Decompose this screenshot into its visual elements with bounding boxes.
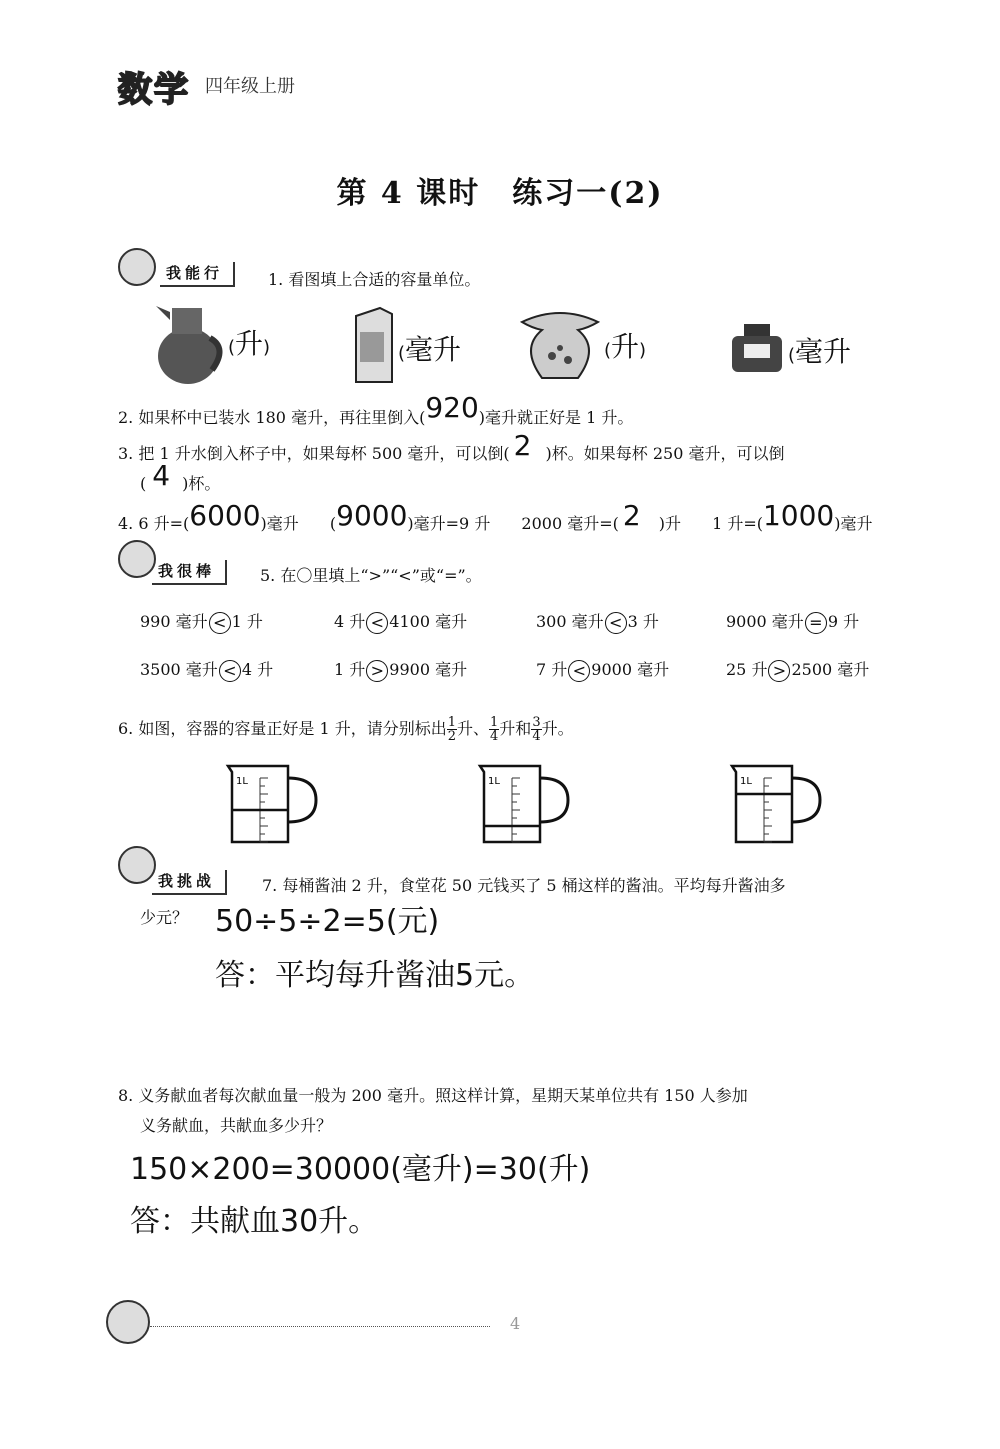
section-badge-3: 我挑战 [152,870,227,895]
q4-answer-1: 6000 [189,499,261,532]
comparison-item: 990 毫升 < 1 升 [140,612,263,632]
q4-answer-4: 1000 [762,499,835,532]
kettle-icon [152,298,228,386]
measuring-cup [474,760,574,846]
comparison-item: 25 升 > 2500 毫升 [726,660,870,680]
comparison-operator: = [805,612,827,634]
measuring-cup [726,760,826,846]
fraction-quarter: $\frac{1}{4}$ [490,715,499,744]
comparison-item: 9000 毫升 = 9 升 [726,612,860,632]
q8-work: 150×200=30000(毫升)=30(升) [130,1152,591,1187]
q4-answer-3: 2 [622,499,641,532]
cup-handle [288,778,316,822]
cup-label: 1L [740,776,752,787]
q7-answer: 答：平均每升酱油5元。 [215,958,535,993]
mascot-icon [118,248,156,286]
page-number: 4 [510,1314,521,1333]
milk-carton-icon [350,302,396,386]
comparison-item: 1 升 > 9900 毫升 [334,660,468,680]
mascot-icon [118,540,156,578]
section-badge-1: 我能行 [160,262,235,287]
comparison-item: 3500 毫升 < 4 升 [140,660,274,680]
fraction-three-quarters: $\frac{3}{4}$ [532,715,541,744]
question-8-line-2: 义务献血，共献血多少升？ [140,1116,333,1135]
question-3-line-2: ( 4 )杯。 [140,459,221,493]
comparison-operator: < [568,660,590,682]
grade-label: 四年级上册 [205,76,295,97]
comparison-operator: < [209,612,231,634]
q8-answer: 答：共献血30升。 [130,1204,379,1239]
measuring-cup [222,760,322,846]
comparison-item: 7 升 < 9000 毫升 [536,660,670,680]
q4-answer-2: 9000 [336,499,408,532]
cup-label: 1L [236,776,248,787]
comparison-operator: < [219,660,241,682]
comparison-operator: > [768,660,790,682]
question-1-text: 1. 看图填上合适的容量单位。 [268,270,481,289]
comparison-operator: > [366,660,388,682]
bowl-icon [518,308,602,388]
q3-answer-2: 4 [152,459,171,492]
footer-mascot-icon [106,1300,150,1344]
q7-work: 50÷5÷2=5(元) [215,904,440,939]
footer-rule [150,1326,490,1327]
question-7-line-1: 7. 每桶酱油 2 升，食堂花 50 元钱买了 5 桶这样的酱油。平均每升酱油多 [262,876,786,895]
question-6-text: 6. 如图，容器的容量正好是 1 升，请分别标出 $\frac{1}{2}$ 升、 $\frac{1}{4}$ 升和 $\frac{3}{4}$ 升。 [118,715,574,744]
page-title: 第 4 课时 练习一(2) [336,176,664,211]
q1-answer-1: (升) [228,327,271,360]
question-3-line-1: 3. 把 1 升水倒入杯子中，如果每杯 500 毫升，可以倒( 2 )杯。如果每杯 250 毫升，可以倒 [118,429,785,463]
cup-label: 1L [488,776,500,787]
q2-answer: 920 [425,391,479,424]
cup-handle [792,778,820,822]
question-8-line-1: 8. 义务献血者每次献血量一般为 200 毫升。照这样计算，星期天某单位共有 150 人参加 [118,1086,748,1105]
q3-answer-1: 2 [513,429,532,462]
question-5-text: 5. 在〇里填上“>”“<”或“=”。 [260,566,482,585]
comparison-operator: < [366,612,388,634]
q1-answer-2: (毫升 [398,333,462,366]
q1-answer-4: (毫升 [788,335,852,368]
comparison-item: 300 毫升 < 3 升 [536,612,659,632]
cup-handle [540,778,568,822]
subject-title: 数学 [118,70,190,110]
section-badge-2: 我很棒 [152,560,227,585]
question-2: 2. 如果杯中已装水 180 毫升，再往里倒入(920)毫升就正好是 1 升。 [118,391,634,427]
question-4: 4. 6 升=(6000)毫升 (9000)毫升=9 升 2000 毫升=( 2 )升 1 升=(1000)毫升 [118,499,873,533]
comparison-operator: < [605,612,627,634]
comparison-item: 4 升 < 4100 毫升 [334,612,468,632]
q1-answer-3: (升) [604,330,647,363]
mascot-icon [118,846,156,884]
question-7-line-2: 少元？ [140,908,189,927]
fraction-half: $\frac{1}{2}$ [447,715,456,744]
ink-bottle-icon [728,322,786,374]
